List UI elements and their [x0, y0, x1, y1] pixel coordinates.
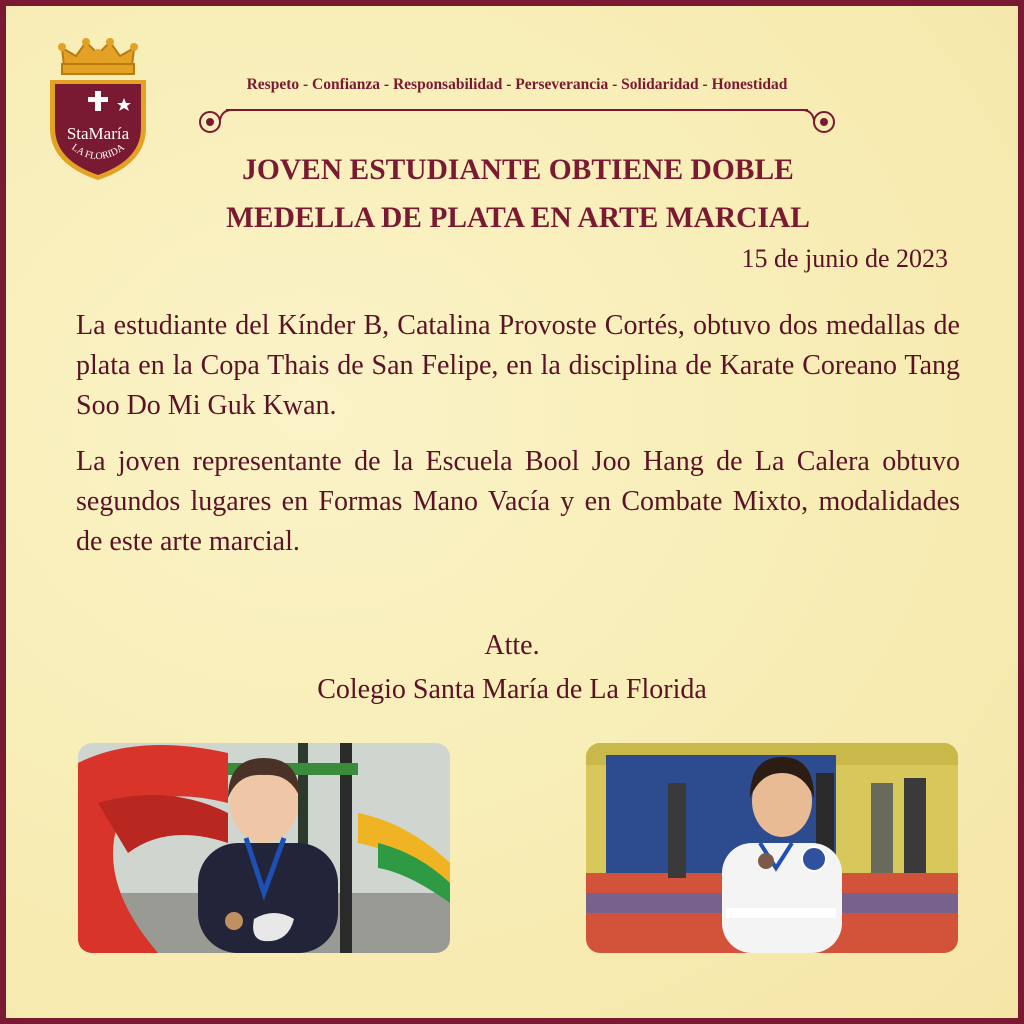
signature-text: Colegio Santa María de La Florida: [317, 674, 707, 705]
photo-playground-medal: [78, 743, 450, 953]
closing-text: Atte.: [484, 630, 540, 661]
title-line-2: MEDELLA DE PLATA EN ARTE MARCIAL: [226, 202, 810, 234]
news-body: [76, 306, 960, 578]
publication-date: 15 de junio de 2023: [741, 244, 948, 273]
school-values-line: Respeto - Confianza - Responsabilidad - Perseverancia - Solidaridad - Honestidad: [246, 76, 788, 93]
ornamental-divider: [192, 104, 842, 140]
crest-name-text: StaMaría: [66, 124, 130, 143]
photo-karate-medal: [586, 743, 958, 953]
body-paragraph-1: La estudiante del Kínder B, Catalina Provoste Cortés, obtuvo dos medallas de plata en la Copa Thais de San Felipe, en la disciplina de Karate Coreano Tang Soo Do Mi Guk Kwan.: [76, 310, 960, 421]
news-title: [106, 146, 930, 242]
title-line-1: JOVEN ESTUDIANTE OBTIENE DOBLE: [242, 154, 794, 186]
crest-location-text: LA FLORIDA: [69, 141, 127, 163]
body-paragraph-2: La joven representante de la Escuela Bool Joo Hang de La Calera obtuvo segundos lugares en Formas Mano Vacía y en Combate Mixto, modalidades de este arte marcial.: [76, 446, 960, 557]
